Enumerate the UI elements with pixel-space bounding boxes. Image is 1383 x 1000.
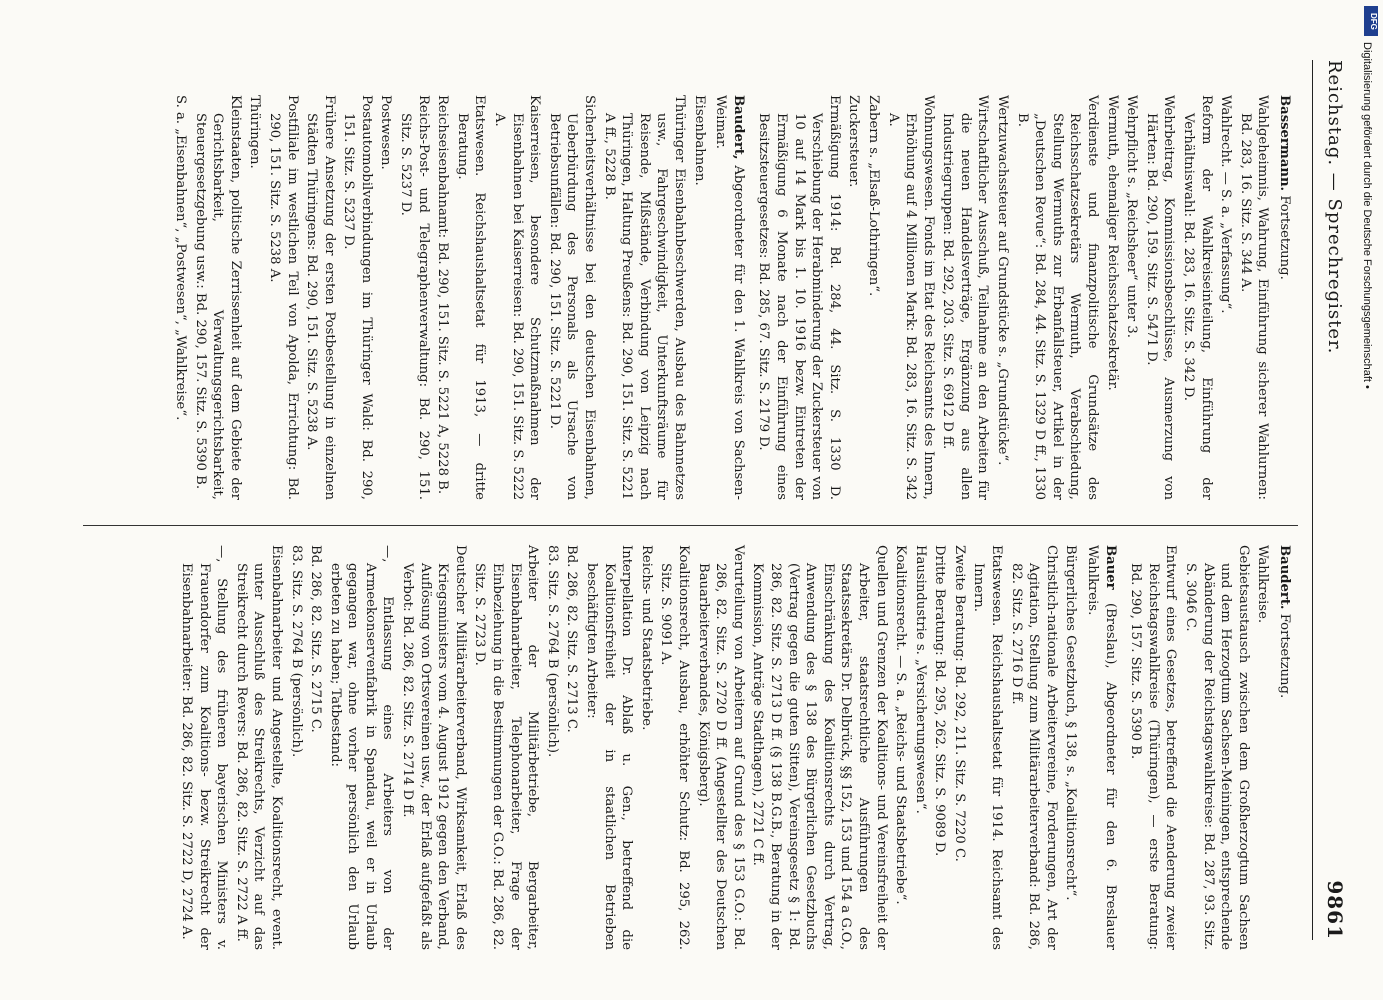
index-entry: Postwesen. <box>378 95 394 170</box>
index-entry: Eisenbahnen. <box>691 95 707 186</box>
index-entry: Kleinstaaten, politische Zerrissenheit auf dem Gebiete der Gerichtsbarkeit, Verwaltungsgerichtsbarkeit, Steuergesetzgebung usw.: Bd. 290, 157. Sitz. S. 5390 B. <box>192 95 243 500</box>
index-entry: Postautomobilverbindungen im Thüringer Wald: Bd. 290, 151. Sitz. S. 5237 D. <box>341 95 374 500</box>
index-entry: Wohnungswesen. Fonds im Etat des Reichsamts des Innern, Erhöhung auf 4 Millionen Mark: Bd. 283, 16. Sitz. S. 342 A. <box>885 95 936 500</box>
index-entry: Christlich-nationale Arbeitervereine, Forderungen, Art der Agitation, Stellung zum Militärarbeiterverband: Bd. 286, 82. Sitz. S. 2716 D ff. <box>1008 545 1059 950</box>
right-heading-name: Baudert. <box>1277 545 1292 610</box>
digitization-sidebar <box>1350 0 1383 1000</box>
right-entry-list <box>1127 545 1272 950</box>
index-entry: Ermäßigung 1914: Bd. 284, 44. Sitz. S. 1330 D. Verschiebung der Herabminderung der Zuckersteuer von 10 auf 14 Mark bis 1. 10. 1916 bezw. Eintreten der Ermäßigung 6 Monate nach der Einführung eines Besitzsteuergesetzes: Bd. 285, 67. Sitz. S. 2179 D. <box>756 95 842 500</box>
index-entry: —, Entlassung eines Arbeiters von der Armeekonservenfabrik in Spandau, weil er in Urlaub gegangen war, ohne vorher persönlich den Urlaub erbeten zu haben; Tatbestand: <box>327 545 396 950</box>
index-entry: Dritte Beratung: Bd. 295, 262. Sitz. S. 9089 D. <box>932 545 948 857</box>
index-entry: Postfiliale im westlichen Teil von Apolda, Errichtung: Bd. 290, 151. Sitz. S. 5238 A. <box>266 95 300 500</box>
index-entry: Reichseisenbahnamt: Bd. 290, 151. Sitz. S. 5221 A, 5228 B. <box>435 95 451 495</box>
index-entry: Wertzuwachssteuer auf Grundstücke s. „Grundstücke“. <box>995 95 1011 466</box>
column-divider <box>83 525 1298 526</box>
index-entry: Gebietsaustausch zwischen dem Großherzogtum Sachsen und dem Herzogtum Sachsen-Meiningen, entsprechende Abänderung der Reichstagswahlkreise: Bd. 287, 93. Sitz. S. 3046 C. <box>1183 545 1251 950</box>
index-entry: Eisenbahnarbeiter und Angestellte, Koalitionsrecht, event. unter Ausschluß des Streikrechts, Verzicht auf das Streikrecht durch Revers: Bd. 286, 82. Sitz. S. 2722 A ff. <box>233 545 284 950</box>
left-column <box>169 95 1293 500</box>
index-entry: Wehrpflicht s. „Reichsheer“ unter 3. <box>1124 95 1140 338</box>
index-entry: Wahlkreise. <box>1255 545 1271 624</box>
index-entry: Zabern s. „Elsaß-Lothringen“. <box>865 95 881 297</box>
page-header <box>1312 60 1353 940</box>
index-entry: Wirtschaftlicher Ausschuß, Teilnahme an den Arbeiten für die neuen Handelsverträge, Ergänzung aus allen Industriegruppen: Bd. 292, 203. Sitz. S. 6912 D ff. <box>940 95 991 500</box>
left-heading-name: Bassermann. <box>1277 95 1292 192</box>
left-entry-list <box>755 95 1272 500</box>
digitization-credit: Digitalisierung gefördert durch die Deutsche Forschungsgemeinschaft • <box>1361 42 1373 389</box>
left-heading2-note: Abgeordneter für den 1. Wahlkreis von Sachsen-Weimar. <box>713 95 746 500</box>
index-entry: Wahlgeheimnis, Wahrung, Einführung sicherer Wahlurnen: Bd. 283, 16. Sitz. S. 344 A. <box>1237 95 1271 500</box>
right-entry-list-2 <box>177 545 1079 950</box>
index-entry: Quellen und Grenzen der Koalitions- und Vereinsfreiheit der Arbeiter, staatsrechtliche Ausführungen des Staatssekretärs Dr. Delbrück, §§ 152, 153 und 154 a G.O., Einschränkung des Koalitionsrechts durch Vertrag, Anwendung des § 138 des Bürgerlichen Gesetzbuchs (Vertrag gegen die guten Sitten), Vereinsgesetz § 1: Bd. 286, 82. Sitz. S. 2713 D ff. (§ 138 B.G.B., Beratung in der Kommission, Anträge Stadthagen), 2721 C ff. <box>750 545 889 950</box>
index-entry: Sicherheitsverhältnisse bei den deutschen Eisenbahnen, Ueberbürdung des Personals als Ursache von Betriebsunfällen: Bd. 290, 151. Sitz. S. 5221 D. <box>546 95 598 500</box>
header-title: Reichstag. — Sprechregister. <box>1324 60 1345 355</box>
index-entry: —, Stellung des früheren bayerischen Ministers v. Frauendorfer zum Koalitions- bezw. Streikrecht der Eisenbahnarbeiter: Bd. 286, 82. Sitz. S. 2722 D, 2724 A. <box>178 545 230 950</box>
index-entry: Kaiserreisen, besondere Schutzmaßnahmen der Eisenbahnen bei Kaiserreisen: Bd. 290, 151. Sitz. S. 5222 A. <box>492 95 543 500</box>
index-entry: Koalitionsrecht. — S. a. „Reichs- und Staatsbetriebe“. <box>893 545 909 905</box>
index-entry: Bd. 286, 82. Sitz. S. 2715 C. <box>308 545 324 733</box>
index-entry: Wahlrecht. — S. a. „Verfassung“. <box>1218 95 1234 314</box>
left-entry-list-2 <box>171 95 707 500</box>
index-entry: Hausindustrie s. „Versicherungswesen“. <box>912 545 928 814</box>
index-entry: Reichs-Post- und Telegraphenverwaltung: Bd. 290, 151. Sitz. S. 5237 D. <box>398 95 431 500</box>
dfg-logo: DFG <box>1364 6 1378 36</box>
index-entry: Thüringen. <box>247 95 263 169</box>
index-entry: Verurteilung von Arbeitern auf Grund des § 153 G.O.: Bd. 286, 82. Sitz. S. 2720 D ff. (Angestellter des Deutschen Bauarbeiterverbandes, Königsberg). <box>695 545 746 950</box>
index-entry: Zweite Beratung: Bd. 292, 211. Sitz. S. 7220 C. <box>951 545 967 862</box>
index-entry: Zuckersteuer. <box>846 95 862 188</box>
index-entry: Bd. 286, 82. Sitz. S. 2713 C. <box>564 545 580 733</box>
left-heading <box>1275 95 1293 500</box>
right-heading <box>1275 545 1293 950</box>
right-heading-2 <box>1083 545 1118 950</box>
left-heading-note: Fortsetzung. <box>1277 195 1292 280</box>
index-entry: Etatswesen. Reichshaushaltsetat für 1913, — dritte Beratung. <box>454 95 488 500</box>
right-heading2-note: (Breslau), Abgeordneter für den 6. Breslauer Wahlkreis. <box>1085 545 1118 950</box>
left-heading2-name: Baudert, <box>730 95 746 160</box>
index-entry: Wermuth, ehemaliger Reichsschatzsekretär. <box>1104 95 1120 391</box>
left-heading-2 <box>712 95 747 500</box>
index-entry: Entwurf eines Gesetzes, betreffend die Aenderung zweier Reichstagswahlkreise (Thüringen), — erste Beratung: Bd. 290, 157. Sitz. S. 5390 B. <box>1128 545 1179 950</box>
index-entry: Thüringer Eisenbahnbeschwerden, Ausbau des Bahnnetzes usw., Fahrgeschwindigkeit, Unterkunftsräume für Reisende, Mißstände, Verbindung von Leipzig nach Thüringen, Haltung Preußens: Bd. 290, 151. Sitz. S. 5221 A ff., 5228 B. <box>601 95 687 500</box>
right-heading-note: Fortsetzung. <box>1277 613 1292 699</box>
index-entry: Wehrbeitrag, Kommissionsbeschlüsse, Ausmerzung von Härten: Bd. 290, 159. Sitz. S. 5471 D. <box>1143 95 1177 500</box>
index-entry: Etatswesen. Reichshaushaltsetat für 1914. Reichsamt des Innern. <box>971 545 1005 950</box>
page-number: 9861 <box>1323 880 1347 940</box>
right-heading2-name: Bauer <box>1102 545 1118 590</box>
index-entry: Koalitionsrecht, Ausbau, erhöhter Schutz: Bd. 295, 262. Sitz. S. 9091 A. <box>658 545 691 950</box>
index-entry: 83. Sitz. S. 2764 B (persönlich). <box>544 545 560 758</box>
index-entry: Bürgerliches Gesetzbuch, § 138, s. „Koalitionsrecht“. <box>1063 545 1079 901</box>
index-entry: Arbeiter der Militärbetriebe, Bergarbeiter, Eisenbahnarbeiter, Telephonarbeiter, Frage der Einbeziehung in die Bestimmungen der G.O.: Bd. 286, 82. Sitz. S. 2723 D. <box>472 545 541 950</box>
index-entry: Deutscher Militärarbeiterverband, Wirksamkeit, Erlaß des Kriegsministers vom 4. August 1912 gegen den Verband, Auflösung von Ortsvereinen usw., der Erlaß aufgefaßt als Verbot: Bd. 286, 82. Sitz. S. 2714 D ff. <box>400 545 468 950</box>
right-column <box>175 545 1293 950</box>
index-entry: S. a. „Eisenbahnen“, „Postwesen“, „Wahlkreise“. <box>172 95 188 421</box>
index-entry: Frühere Ansetzung der ersten Postbestellung in einzelnen Städten Thüringens: Bd. 290, 151. Sitz. S. 5238 A. <box>304 95 337 500</box>
index-entry: Reform der Wahlkreiseinteilung, Einführung der Verhältniswahl: Bd. 283, 16. Sitz. S. 342 D. <box>1181 95 1214 500</box>
index-entry: Verdienste und finanzpolitische Grundsätze des Reichsschatzsekretärs Wermuth, Verabschiedung, Stellung Wermuths zur Erbanfallsteuer, Artikel in der „Deutschen Revue“: Bd. 284, 44. Sitz. S. 1329 D ff., 1330 B. <box>1014 95 1101 500</box>
index-entry: 83. Sitz. S. 2764 B (persönlich). <box>288 545 304 758</box>
index-entry: Reichs- und Staatsbetriebe. <box>638 545 654 731</box>
index-entry: Interpellation Dr. Ablaß u. Gen., betreffend die Koalitionsfreiheit der in staatlichen Betrieben beschäftigten Arbeiter: <box>584 545 635 950</box>
